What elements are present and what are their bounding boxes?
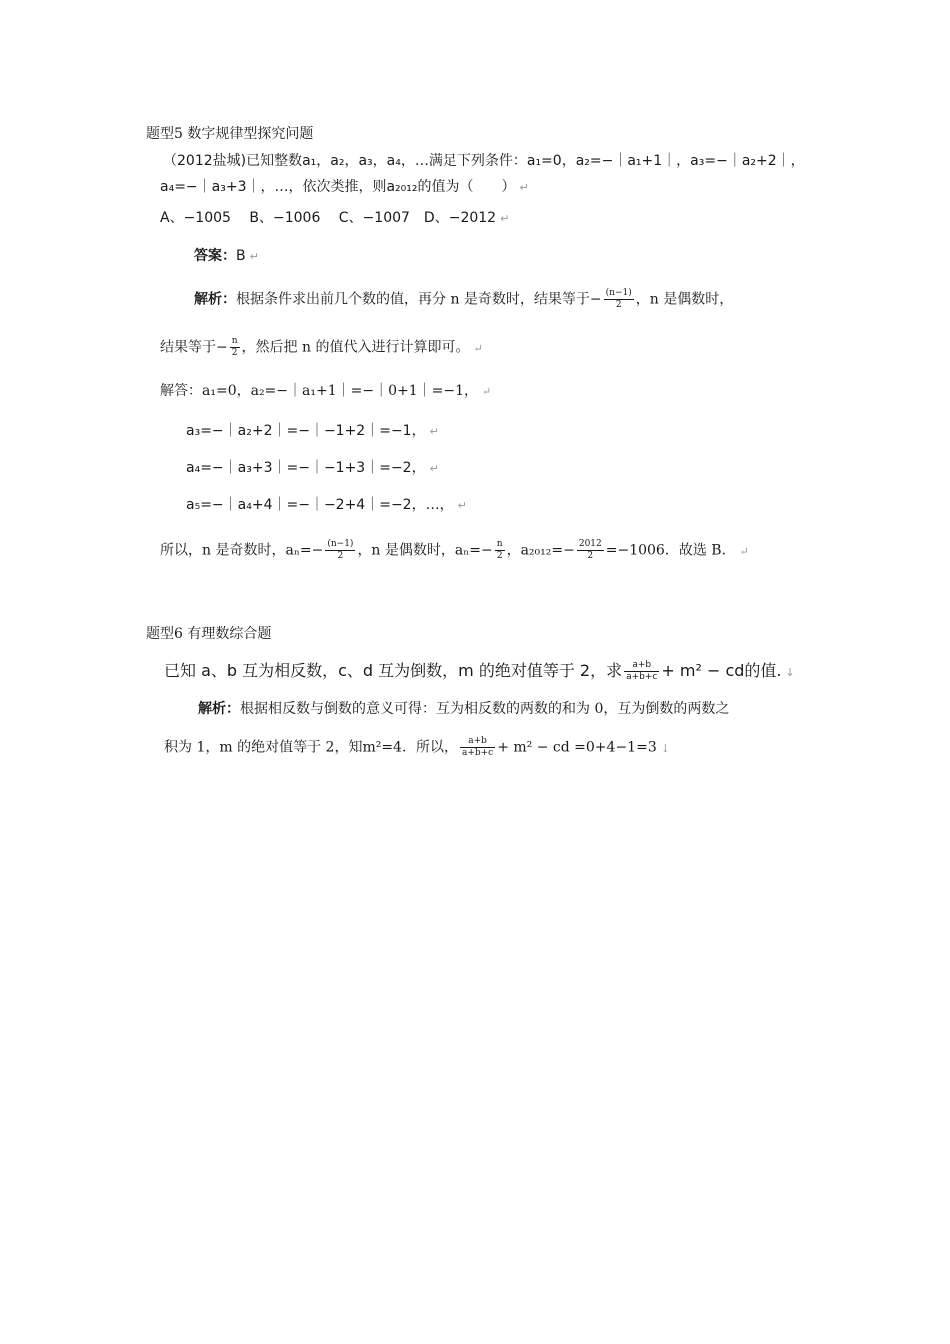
fraction-problem: $\frac{a+b}{a+b+c}$ (626, 660, 658, 682)
section6-problem: 已知 a、b 互为相反数，c、d 互为倒数，m 的绝对值等于 2，求 $\frac{a+b}{a+b+c}$ + m² − cd的值. ↓ (164, 660, 795, 682)
section5-options: A、−1005 B、−1006 C、−1007 D、−2012 ↵ (160, 210, 510, 226)
section6-title: 题型6 有理数综合题 (146, 626, 272, 642)
fraction-conclusion-3: $\frac{2012}{2}$ (578, 539, 602, 561)
section5-conclusion: 所以，n 是奇数时，aₙ=− $\frac{(n-1)}{2}$ ，n 是偶数时，aₙ=− $\frac{n}{2}$ ，a₂₀₁₂=− $\frac{2012}{2}$ =−1006．故选 B． ↵ (160, 539, 749, 561)
fraction-conclusion-1: $\frac{(n-1)}{2}$ (327, 539, 354, 561)
section5-analysis-line2: 结果等于− $\frac{n}{2}$ ，然后把 n 的值代入进行计算即可。 ↵ (160, 336, 483, 358)
section6-analysis-line1: 解析：根据相反数与倒数的意义可得：互为相反数的两数的和为 0，互为倒数的两数之 (198, 701, 730, 717)
section5-problem-line2: a₄=−｜a₃+3｜，…，依次类推，则a₂₀₁₂的值为（ ） ↵ (160, 179, 529, 195)
section5-answer: 答案：B ↵ (194, 248, 259, 264)
fraction-conclusion-2: $\frac{n}{2}$ (496, 539, 503, 561)
section5-solution-line2: a₃=−｜a₂+2｜=−｜−1+2｜=−1， ↵ (186, 423, 439, 439)
section5-analysis-line1: 解析：根据条件求出前几个数的值，再分 n 是奇数时，结果等于− $\frac{(n-1)}{2}$ ，n 是偶数时， (194, 288, 734, 310)
section5-solution-line1: 解答：a₁=0，a₂=−｜a₁+1｜=−｜0+1｜=−1， ↵ (160, 383, 492, 399)
fraction-analysis: $\frac{a+b}{a+b+c}$ (461, 736, 494, 758)
fraction-n-minus-1-over-2: $\frac{(n-1)}{2}$ (605, 288, 632, 310)
section6-analysis-line2: 积为 1，m 的绝对值等于 2，知m²=4．所以， $\frac{a+b}{a+b+c}$ + m² − cd =0+4−1=3 ↓ (164, 736, 670, 758)
section5-problem-line1: （2012盐城)已知整数a₁，a₂，a₃，a₄，…满足下列条件：a₁=0，a₂=−｜a₁+1｜，a₃=−｜a₂+2｜， (163, 153, 805, 169)
section5-solution-line4: a₅=−｜a₄+4｜=−｜−2+4｜=−2，…， ↵ (186, 497, 467, 513)
section5-title: 题型5 数字规律型探究问题 (146, 126, 314, 142)
fraction-n-over-2: $\frac{n}{2}$ (231, 336, 238, 358)
section5-solution-line3: a₄=−｜a₃+3｜=−｜−1+3｜=−2， ↵ (186, 460, 439, 476)
